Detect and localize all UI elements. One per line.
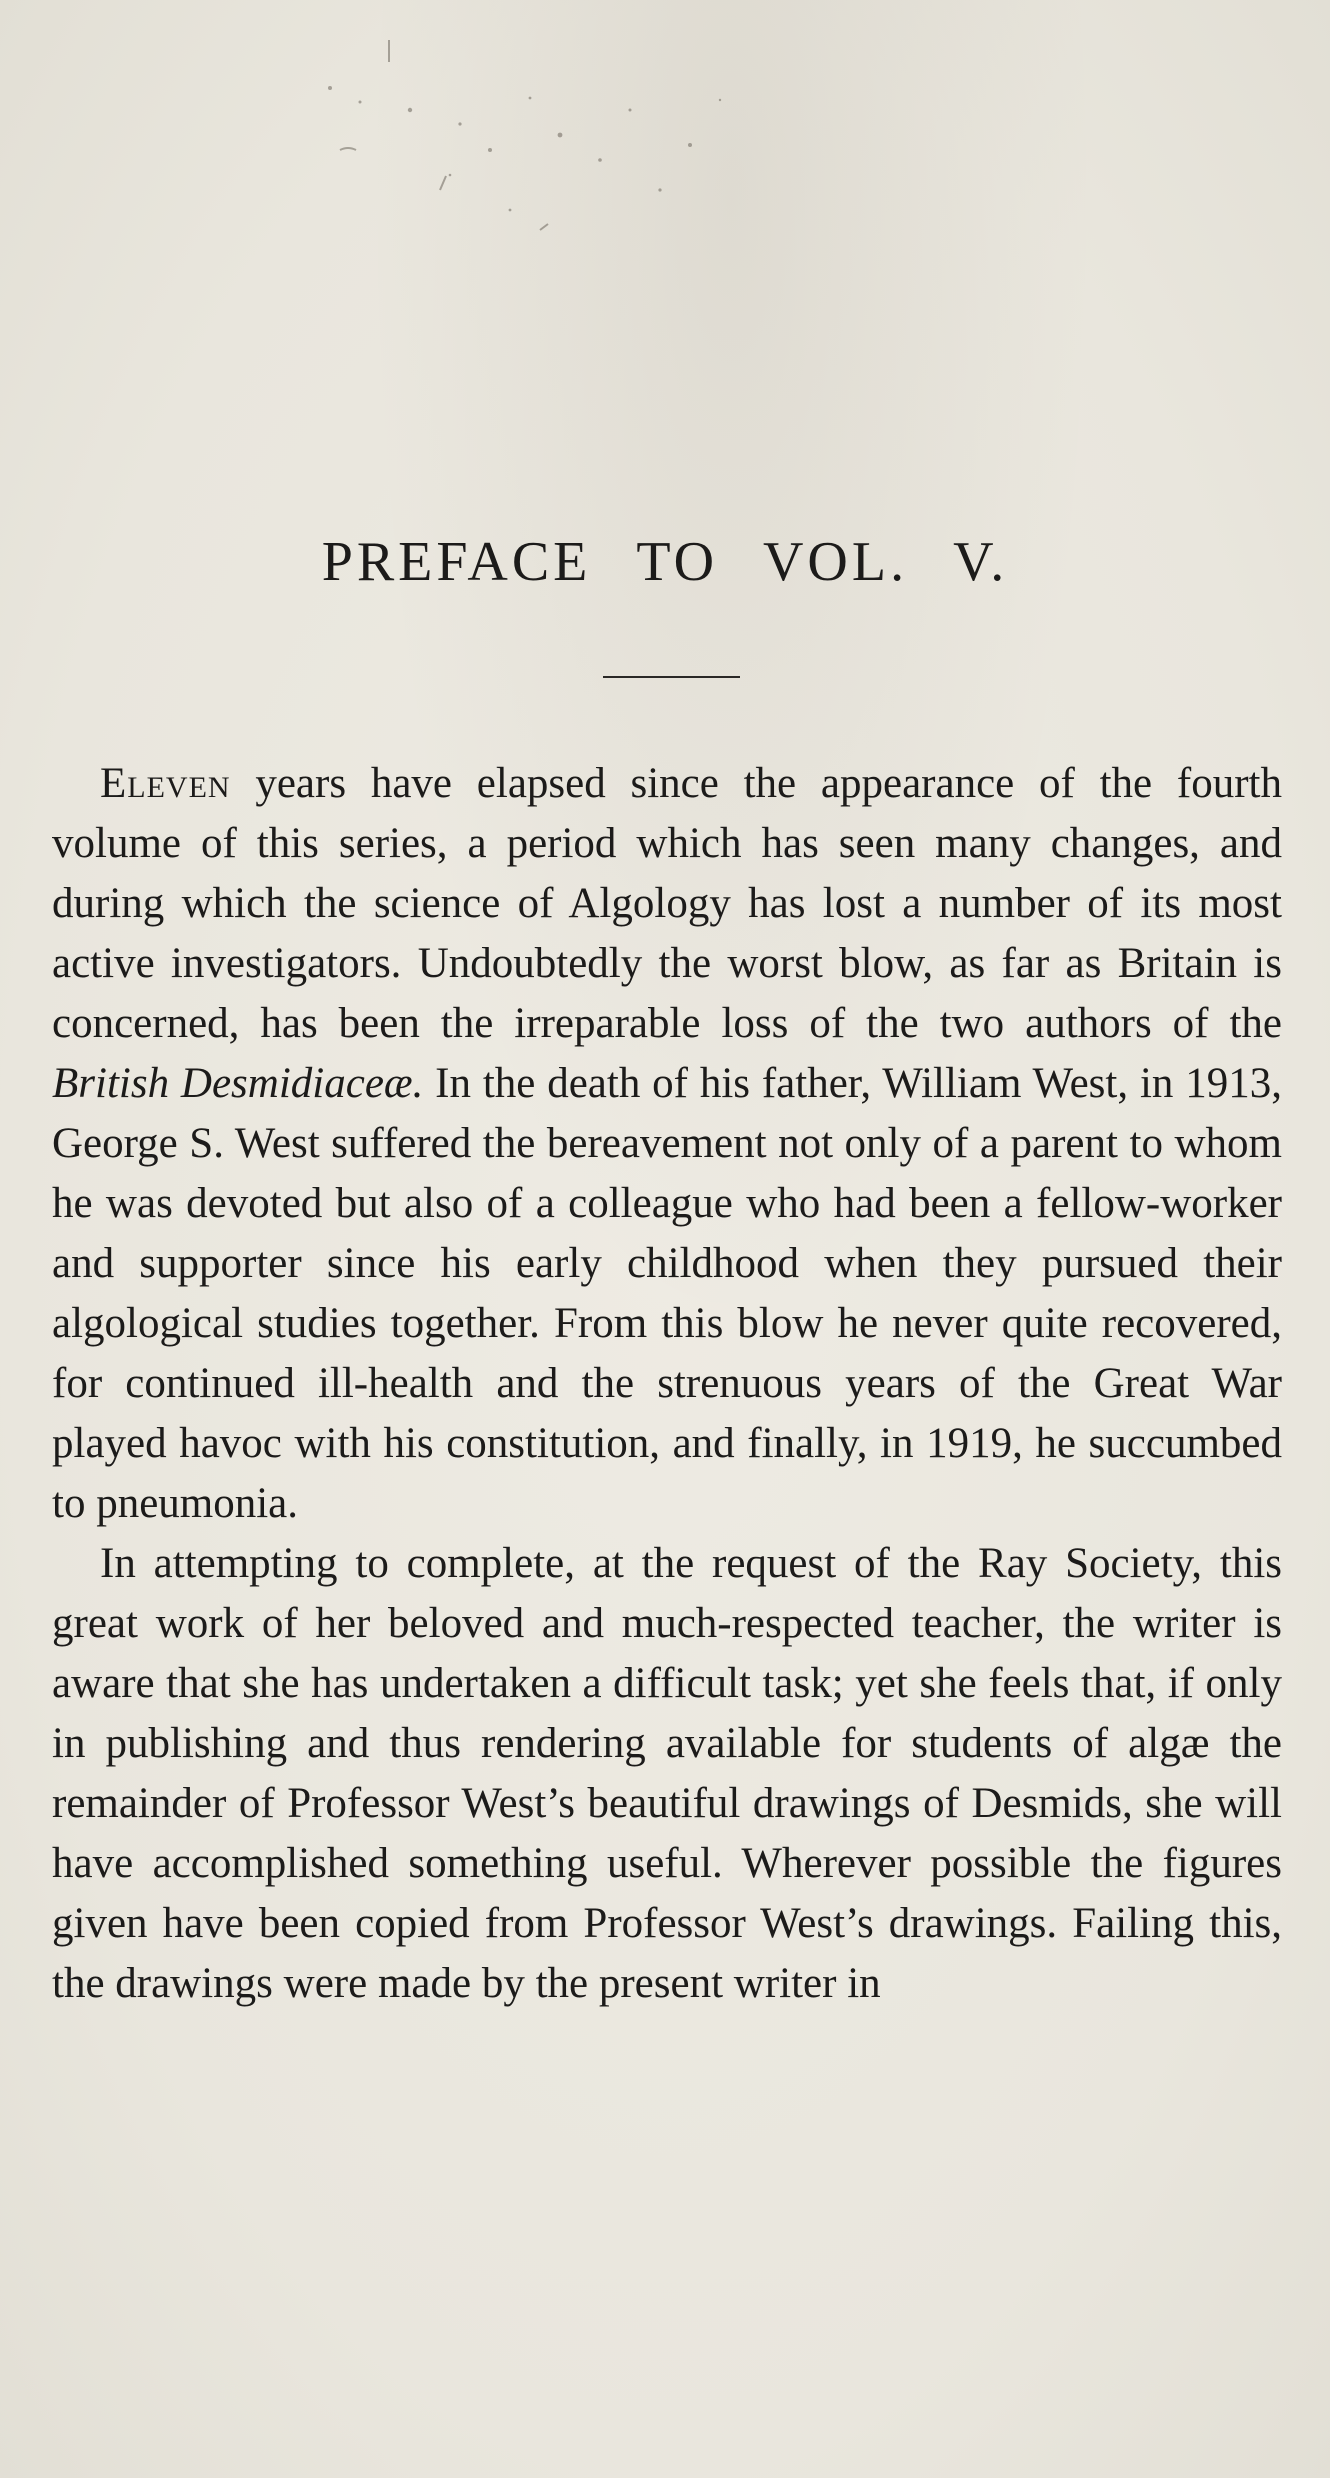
paragraph-2: In attempting to complete, at the request of the Ray Society, this great work of her beloved and much-respected teacher, the writer is aware that she has undertaken a difficult task; yet she feels that, if only in publishing and thus rendering available for students of algæ the remainder of Professor West’s beautiful drawings of Desmids, she will have accomplished something useful. Wherever possible the figures given have been copied from Professor West’s drawings. Failing this, the drawings were made by the present writer in: [52, 1540, 1282, 2007]
paragraph-1: [52, 754, 1282, 1534]
page-title: PREFACE TO VOL. V.: [321, 531, 1009, 593]
paragraph-1-text-b: In the death of his father, William West, in 1913, George S. West suffered the bereavement not only of a parent to whom he was devoted but also of a colleague who had been a fellow-worker and supporter since his early childhood when they pursued their algological studies together. From this blow he never quite recovered, for continued ill-health and the strenuous years of the Great War played havoc with his constitution, and finally, in 1919, he succumbed to pneumonia.: [52, 1060, 1282, 1527]
title-divider: [603, 676, 740, 678]
paragraph-1-text-a: years have elapsed since the appearance of the fourth volume of this series, a period which has seen many changes, and during which the science of Algology has lost a number of its most active investigators. Undoubtedly the worst blow, as far as Britain is concerned, has been the irreparable loss of the two authors of the: [52, 760, 1282, 1047]
italic-title: British Desmidiaceæ.: [52, 1060, 424, 1107]
lead-word: Eleven: [100, 760, 231, 807]
paper-blemishes: [300, 40, 900, 280]
body-text: [52, 754, 1282, 2014]
